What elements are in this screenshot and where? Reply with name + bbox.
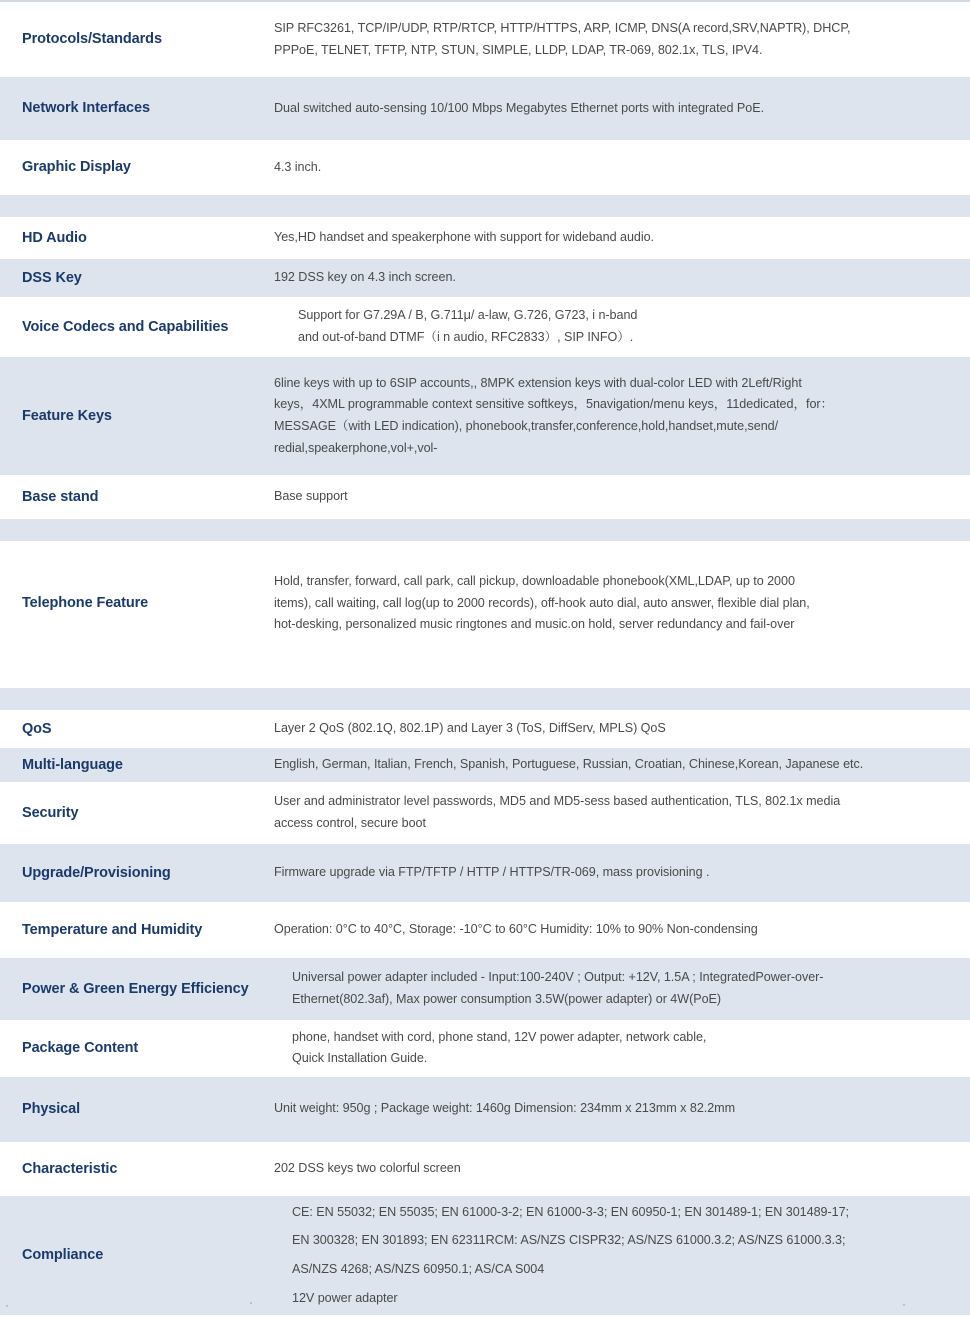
row-label-upgrade-provisioning: Upgrade/Provisioning: [22, 864, 171, 881]
row-value-package-content: [262, 1020, 970, 1077]
table-spacer-row: [0, 666, 970, 688]
row-label-physical: Physical: [22, 1101, 81, 1118]
value-line: Quick Installation Guide.: [292, 1051, 428, 1066]
spacer-cell: [262, 688, 970, 710]
row-label-temperature-and-humidity: Temperature and Humidity: [22, 921, 203, 938]
value-line: Support for G7.29A / B, G.711μ/ a-law, G.726, G723, i n-band: [298, 308, 638, 323]
table-row: [0, 958, 970, 1020]
table-spacer-row: [0, 195, 970, 217]
value-line: access control, secure boot: [274, 815, 426, 830]
table-row: [0, 2, 970, 77]
row-value-qos: [262, 710, 970, 748]
value-line: CE: EN 55032; EN 55035; EN 61000-3-2; EN 61000-3-3; EN 60950-1; EN 301489-1; EN 301489-17;: [292, 1204, 849, 1219]
value-line: English, German, Italian, French, Spanish, Portuguese, Russian, Croatian, Chinese,Korean, Japanese etc.: [274, 757, 864, 771]
table-row: [0, 748, 970, 782]
row-value-physical: [262, 1077, 970, 1142]
row-label-network-interfaces: Network Interfaces: [22, 100, 150, 117]
row-value-dss-key: [262, 259, 970, 297]
row-label-protocols-standards: Protocols/Standards: [22, 31, 162, 48]
row-label-voice-codecs-and-capabilities: Voice Codecs and Capabilities: [22, 318, 229, 335]
spacer-cell: [0, 666, 262, 688]
value-line: phone, handset with cord, phone stand, 12V power adapter, network cable,: [292, 1029, 707, 1044]
row-label-compliance: Compliance: [22, 1247, 104, 1264]
table-row: [0, 1077, 970, 1142]
table-row: [0, 902, 970, 958]
row-value-protocols-standards: [262, 2, 970, 77]
value-line: redial,speakerphone,vol+,vol-: [274, 440, 438, 455]
value-line: 4.3 inch.: [274, 159, 322, 174]
row-value-voice-codecs-and-capabilities: [262, 297, 970, 357]
row-value-temperature-and-humidity: [262, 902, 970, 958]
row-value-network-interfaces: [262, 77, 970, 140]
value-line: SIP RFC3261, TCP/IP/UDP, RTP/RTCP, HTTP/HTTPS, ARP, ICMP, DNS(A record,SRV,NAPTR), DHCP,: [274, 20, 851, 35]
value-line: Ethernet(802.3af), Max power consumption 3.5W(power adapter) or 4W(PoE): [292, 991, 722, 1006]
row-label-security: Security: [22, 804, 79, 821]
spacer-cell: [262, 519, 970, 541]
row-label-package-content: Package Content: [22, 1040, 139, 1057]
value-line: 12V power adapter: [292, 1290, 398, 1305]
row-label-telephone-feature: Telephone Feature: [22, 595, 149, 612]
value-line: Base support: [274, 489, 348, 504]
row-value-upgrade-provisioning: [262, 844, 970, 902]
value-line: items), call waiting, call log(up to 2000 records), off-hook auto dial, auto answer, flexible dial plan,: [274, 595, 810, 610]
specification-table: [0, 2, 970, 1315]
row-label-dss-key: DSS Key: [22, 269, 82, 286]
row-label-feature-keys: Feature Keys: [22, 407, 112, 424]
row-value-security: [262, 782, 970, 844]
value-line: keys，4XML programmable context sensitive softkeys，5navigation/menu keys，11dedicated，for：: [274, 397, 834, 412]
value-line: Yes,HD handset and speakerphone with support for wideband audio.: [274, 230, 655, 245]
value-line: Layer 2 QoS (802.1Q, 802.1P) and Layer 3 (ToS, DiffServ, MPLS) QoS: [274, 721, 666, 736]
row-value-telephone-feature: [262, 541, 970, 666]
table-row: [0, 541, 970, 666]
row-label-base-stand: Base stand: [22, 488, 99, 505]
spacer-cell: [0, 519, 262, 541]
table-row: [0, 844, 970, 902]
row-value-power-green-energy-efficiency: [262, 958, 970, 1020]
value-line: Unit weight: 950g ; Package weight: 1460g Dimension: 234mm x 213mm x 82.2mm: [274, 1101, 736, 1116]
value-line: Universal power adapter included - Input:100-240V ; Output: +12V, 1.5A ; IntegratedPower-over-: [292, 970, 824, 984]
table-spacer-row: [0, 688, 970, 710]
artifact-dot-mid: [250, 1302, 252, 1304]
value-line: EN 300328; EN 301893; EN 62311RCM: AS/NZS CISPR32; AS/NZS 61000.3.2; AS/NZS 61000.3.3;: [292, 1233, 846, 1248]
value-line: 6line keys with up to 6SIP accounts,, 8MPK extension keys with dual-color LED with 2Left/Right: [274, 375, 802, 390]
row-label-qos: QoS: [22, 720, 52, 737]
table-row: [0, 782, 970, 844]
artifact-dot-left: [6, 1305, 8, 1307]
value-line: AS/NZS 4268; AS/NZS 60950.1; AS/CA S004: [292, 1261, 545, 1276]
row-label-multi-language: Multi-language: [22, 756, 123, 773]
table-row: [0, 710, 970, 748]
row-value-graphic-display: [262, 140, 970, 195]
spacer-cell: [262, 195, 970, 217]
row-label-power-green-energy-efficiency: Power & Green Energy Efficiency: [22, 980, 249, 997]
table-row: [0, 217, 970, 259]
value-line: PPPoE, TELNET, TFTP, NTP, STUN, SIMPLE, LLDP, LDAP, TR-069, 802.1x, TLS, IPV4.: [274, 42, 763, 57]
value-line: and out-of-band DTMF（i n audio, RFC2833）, SIP INFO）.: [298, 330, 634, 344]
value-line: User and administrator level passwords, MD5 and MD5-sess based authentication, TLS, 802.1x media: [274, 794, 841, 808]
value-line: MESSAGE（with LED indication), phonebook,transfer,conference,hold,handset,mute,send/: [274, 419, 779, 433]
value-line: Hold, transfer, forward, call park, call pickup, downloadable phonebook(XML,LDAP, up to 2000: [274, 574, 795, 589]
specification-table-body: [0, 2, 970, 1315]
row-value-multi-language: [262, 748, 970, 782]
value-line: 202 DSS keys two colorful screen: [274, 1160, 461, 1175]
row-value-base-stand: [262, 475, 970, 519]
row-label-characteristic: Characteristic: [22, 1160, 118, 1177]
row-label-graphic-display: Graphic Display: [22, 159, 131, 176]
row-value-hd-audio: [262, 217, 970, 259]
table-row: [0, 1020, 970, 1077]
table-row: [0, 475, 970, 519]
table-row: [0, 357, 970, 475]
table-row: [0, 140, 970, 195]
value-line: 192 DSS key on 4.3 inch screen.: [274, 270, 456, 285]
spacer-cell: [0, 688, 262, 710]
row-value-characteristic: [262, 1142, 970, 1196]
row-value-feature-keys: [262, 357, 970, 475]
table-row: [0, 297, 970, 357]
row-label-hd-audio: HD Audio: [22, 229, 87, 246]
value-line: Operation: 0°C to 40°C, Storage: -10°C to 60°C Humidity: 10% to 90% Non-condensing: [274, 921, 758, 936]
spacer-cell: [0, 195, 262, 217]
value-line: Firmware upgrade via FTP/TFTP / HTTP / HTTPS/TR-069, mass provisioning .: [274, 864, 710, 879]
table-row: [0, 1196, 970, 1316]
row-value-compliance: [262, 1196, 970, 1316]
spacer-cell: [262, 666, 970, 688]
table-row: [0, 1142, 970, 1196]
value-line: hot-desking, personalized music ringtones and music.on hold, server redundancy and fail-over: [274, 617, 795, 632]
table-row: [0, 259, 970, 297]
table-spacer-row: [0, 519, 970, 541]
artifact-dot-right: [903, 1304, 905, 1306]
value-line: Dual switched auto-sensing 10/100 Mbps Megabytes Ethernet ports with integrated PoE.: [274, 100, 765, 115]
table-row: [0, 77, 970, 140]
